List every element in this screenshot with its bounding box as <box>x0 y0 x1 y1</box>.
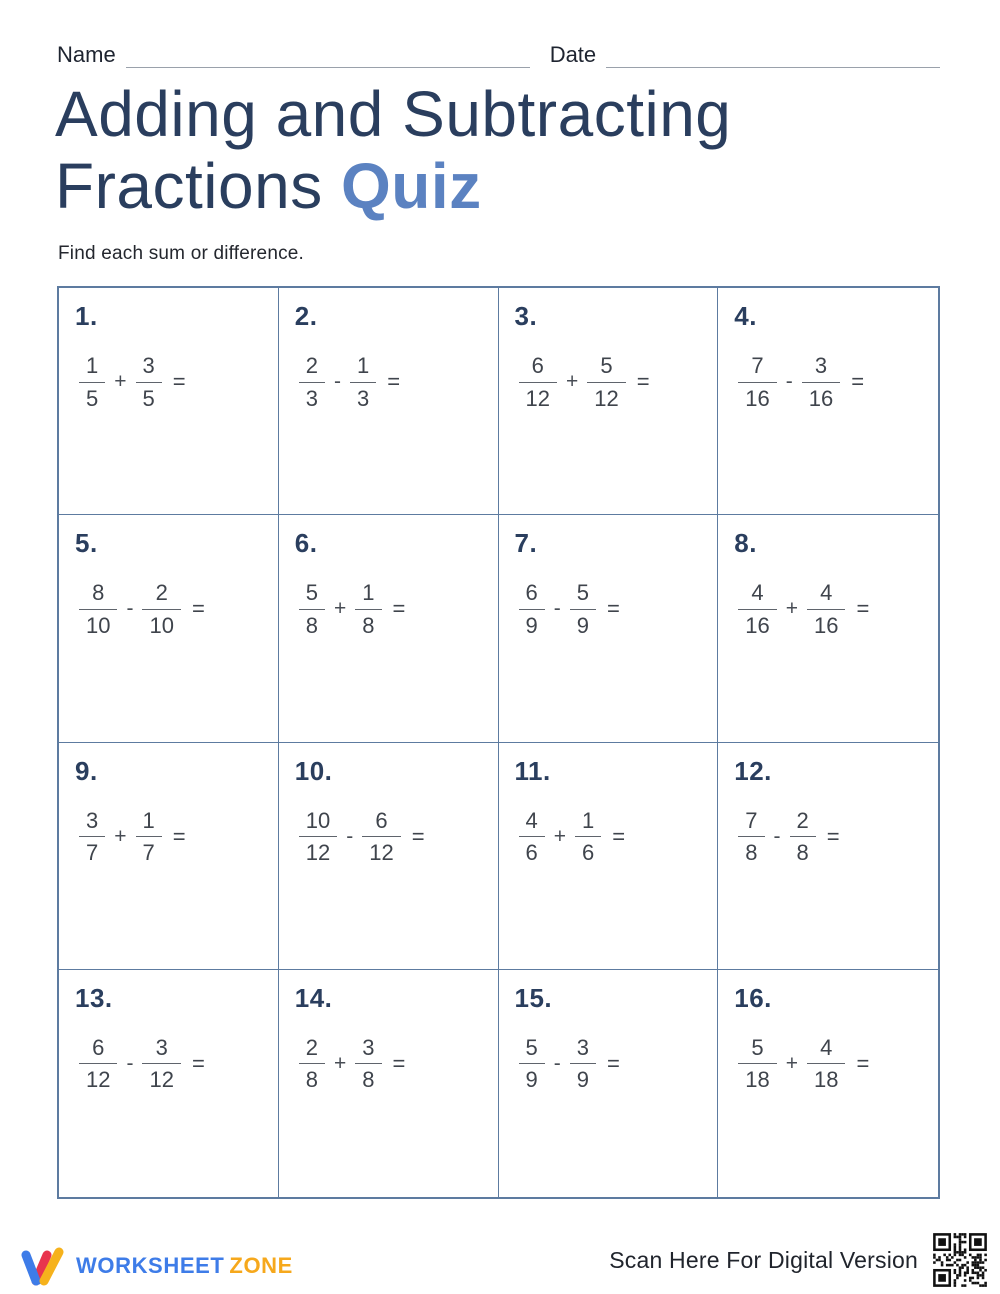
first-fraction <box>738 579 776 639</box>
fraction-expression <box>299 579 488 639</box>
problem-number: 15. <box>514 982 553 1013</box>
numerator: 3 <box>86 807 99 833</box>
numerator: 1 <box>357 353 370 378</box>
numerator: 8 <box>92 580 105 606</box>
name-blank-line[interactable] <box>126 44 530 68</box>
numerator: 4 <box>820 1034 833 1060</box>
numerator: 6 <box>92 1034 105 1060</box>
name-label: Name <box>57 42 116 67</box>
operator-sign: - <box>126 597 134 621</box>
numerator: 6 <box>525 580 538 606</box>
first-fraction <box>299 807 337 867</box>
denominator: 12 <box>79 1063 117 1094</box>
equals-sign: = <box>392 596 406 622</box>
numerator: 4 <box>820 580 833 606</box>
fraction-expression <box>738 352 928 412</box>
page-title <box>55 78 731 223</box>
numerator: 4 <box>525 807 538 833</box>
first-fraction <box>519 807 545 867</box>
logo-w-icon <box>18 1244 68 1288</box>
first-fraction <box>519 352 557 412</box>
first-fraction <box>299 352 325 412</box>
second-fraction <box>807 579 845 639</box>
operator-sign: - <box>334 370 341 393</box>
denominator: 8 <box>299 1063 325 1094</box>
numerator: 2 <box>155 580 168 606</box>
fraction-expression <box>79 352 268 412</box>
numerator: 5 <box>751 1034 764 1060</box>
numerator: 7 <box>745 807 758 833</box>
second-fraction <box>350 352 376 412</box>
numerator: 7 <box>751 353 764 378</box>
fraction-expression <box>79 807 268 867</box>
problem-cell <box>59 970 279 1197</box>
operator-sign: - <box>346 824 354 848</box>
numerator: 3 <box>155 1034 168 1060</box>
second-fraction <box>136 352 162 412</box>
problem-number: 10. <box>294 755 333 786</box>
fraction-expression <box>738 1034 928 1094</box>
operator-sign: - <box>553 597 561 621</box>
problem-number: 5. <box>75 528 98 559</box>
problem-cell <box>279 515 499 742</box>
second-fraction <box>570 1034 596 1094</box>
operator-sign: + <box>785 597 798 621</box>
equals-sign: = <box>612 823 626 849</box>
numerator: 2 <box>305 353 318 378</box>
problem-cell <box>59 515 279 742</box>
problem-number: 2. <box>294 301 318 331</box>
denominator: 10 <box>79 609 117 640</box>
denominator: 9 <box>570 609 596 640</box>
operator-sign: - <box>553 1051 561 1075</box>
problem-cell <box>718 743 938 970</box>
numerator: 2 <box>796 807 809 833</box>
fraction-expression <box>519 807 708 867</box>
problem-number: 9. <box>75 755 98 786</box>
denominator: 12 <box>587 382 625 413</box>
second-fraction <box>355 1034 381 1094</box>
numerator: 3 <box>362 1034 375 1060</box>
numerator: 6 <box>375 807 388 833</box>
equals-sign: = <box>387 369 401 394</box>
numerator: 1 <box>86 353 99 378</box>
numerator: 2 <box>305 1034 318 1060</box>
denominator: 9 <box>519 609 545 640</box>
equals-sign: = <box>392 1050 406 1076</box>
operator-sign: + <box>785 1051 798 1075</box>
numerator: 10 <box>305 807 331 833</box>
denominator: 3 <box>299 382 325 413</box>
second-fraction <box>142 579 180 639</box>
first-fraction <box>299 579 325 639</box>
first-fraction <box>738 807 764 867</box>
first-fraction <box>79 352 105 412</box>
problem-cell <box>279 743 499 970</box>
second-fraction <box>790 807 816 867</box>
date-blank-line[interactable] <box>606 44 940 68</box>
instruction-text: Find each sum or difference. <box>58 243 305 264</box>
operator-sign: - <box>773 824 781 848</box>
numerator: 4 <box>751 580 764 606</box>
title-line2-prefix: Fractions <box>55 150 341 223</box>
fraction-expression <box>738 807 928 867</box>
problem-cell <box>718 288 938 515</box>
denominator: 5 <box>136 382 162 413</box>
fraction-expression <box>738 579 928 639</box>
fraction-expression <box>299 1034 488 1094</box>
second-fraction <box>355 579 381 639</box>
scan-footer <box>609 1228 992 1292</box>
problem-cell <box>718 515 938 742</box>
second-fraction <box>570 579 596 639</box>
fraction-expression <box>299 352 488 412</box>
denominator: 18 <box>738 1063 776 1094</box>
logo-word-zone: ZONE <box>229 1253 293 1278</box>
equals-sign: = <box>411 823 425 849</box>
equals-sign: = <box>191 1050 205 1076</box>
numerator: 5 <box>305 580 318 606</box>
problem-cell <box>499 743 719 970</box>
first-fraction <box>519 579 545 639</box>
title-accent-word: Quiz <box>340 150 482 223</box>
denominator: 16 <box>738 382 776 413</box>
fraction-expression <box>79 579 268 639</box>
equals-sign: = <box>191 596 205 622</box>
first-fraction <box>738 1034 776 1094</box>
problem-cell <box>499 970 719 1197</box>
denominator: 7 <box>79 836 105 867</box>
numerator: 3 <box>814 353 828 378</box>
second-fraction <box>142 1034 180 1094</box>
first-fraction <box>79 807 105 867</box>
problem-number: 14. <box>294 982 333 1013</box>
second-fraction <box>802 352 840 412</box>
problem-cell <box>279 288 499 515</box>
denominator: 12 <box>519 382 557 413</box>
denominator: 7 <box>136 836 162 867</box>
denominator: 8 <box>355 1063 381 1094</box>
operator-sign: + <box>553 824 567 848</box>
problem-number: 11. <box>514 755 551 786</box>
denominator: 8 <box>738 836 764 867</box>
numerator: 3 <box>142 353 155 378</box>
equals-sign: = <box>172 369 186 394</box>
equals-sign: = <box>851 369 865 394</box>
fraction-expression <box>79 1034 268 1094</box>
denominator: 16 <box>802 382 840 413</box>
problem-number: 16. <box>734 982 772 1013</box>
operator-sign: - <box>126 1051 134 1075</box>
numerator: 5 <box>576 580 589 606</box>
qr-code <box>928 1228 992 1292</box>
problem-number: 4. <box>734 301 757 331</box>
equals-sign: = <box>636 369 650 394</box>
second-fraction <box>136 807 162 867</box>
logo-word-worksheet: WORKSHEET <box>76 1253 225 1278</box>
problem-cell <box>499 515 719 742</box>
problem-number: 1. <box>75 301 98 331</box>
worksheet-zone-logo <box>18 1244 293 1288</box>
operator-sign: + <box>334 597 347 621</box>
denominator: 12 <box>362 836 400 867</box>
numerator: 6 <box>531 353 544 378</box>
problem-cell <box>718 970 938 1197</box>
first-fraction <box>738 352 776 412</box>
denominator: 6 <box>519 836 545 867</box>
equals-sign: = <box>607 596 620 622</box>
problems-grid <box>57 286 940 1199</box>
problem-cell <box>499 288 719 515</box>
denominator: 12 <box>142 1063 180 1094</box>
numerator: 1 <box>362 580 375 606</box>
denominator: 12 <box>299 836 337 867</box>
scan-here-text: Scan Here For Digital Version <box>609 1246 918 1273</box>
fraction-expression <box>519 579 708 639</box>
problem-number: 3. <box>514 301 538 331</box>
equals-sign: = <box>856 596 870 622</box>
first-fraction <box>299 1034 325 1094</box>
equals-sign: = <box>607 1050 620 1076</box>
denominator: 3 <box>350 382 376 413</box>
numerator: 1 <box>582 807 595 833</box>
problem-cell <box>59 743 279 970</box>
denominator: 9 <box>570 1063 596 1094</box>
problem-cell <box>279 970 499 1197</box>
problem-number: 6. <box>294 528 318 559</box>
denominator: 5 <box>79 382 105 413</box>
logo-wordmark <box>76 1253 293 1279</box>
operator-sign: + <box>334 1051 347 1075</box>
operator-sign: + <box>114 824 127 848</box>
fraction-expression <box>519 352 708 412</box>
denominator: 16 <box>738 609 776 640</box>
problem-number: 8. <box>734 528 757 559</box>
equals-sign: = <box>172 823 186 849</box>
problem-cell <box>59 288 279 515</box>
second-fraction <box>575 807 601 867</box>
denominator: 18 <box>807 1063 845 1094</box>
equals-sign: = <box>856 1050 870 1076</box>
title-line1: Adding and Subtracting <box>55 78 732 150</box>
problem-number: 12. <box>734 755 772 786</box>
denominator: 6 <box>575 836 601 867</box>
first-fraction <box>519 1034 545 1094</box>
numerator: 5 <box>525 1034 538 1060</box>
denominator: 10 <box>142 609 180 640</box>
second-fraction <box>587 352 625 412</box>
second-fraction <box>362 807 400 867</box>
denominator: 8 <box>299 609 325 640</box>
fraction-expression <box>299 807 488 867</box>
operator-sign: - <box>785 370 793 393</box>
operator-sign: + <box>114 370 127 393</box>
problem-number: 7. <box>514 528 538 559</box>
first-fraction <box>79 1034 117 1094</box>
first-fraction <box>79 579 117 639</box>
name-date-row <box>57 42 940 68</box>
numerator: 3 <box>576 1034 589 1060</box>
equals-sign: = <box>826 823 840 849</box>
second-fraction <box>807 1034 845 1094</box>
denominator: 8 <box>790 836 816 867</box>
denominator: 9 <box>519 1063 545 1094</box>
numerator: 5 <box>600 353 613 378</box>
denominator: 16 <box>807 609 845 640</box>
operator-sign: + <box>565 370 579 393</box>
fraction-expression <box>519 1034 708 1094</box>
problem-number: 13. <box>75 982 113 1013</box>
numerator: 1 <box>142 807 155 833</box>
date-label: Date <box>549 42 597 67</box>
denominator: 8 <box>355 609 381 640</box>
